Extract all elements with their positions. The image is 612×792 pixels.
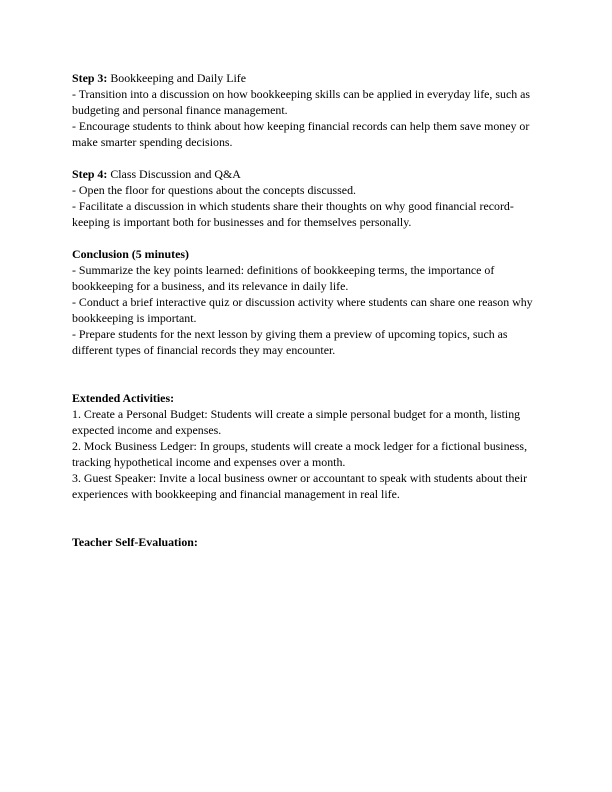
step-4-label: Step 4: [72,167,108,181]
step-3-label: Step 3: [72,71,108,85]
conclusion-section [72,246,542,358]
conclusion-line-3: - Prepare students for the next lesson by giving them a preview of upcoming topics, such as different types of financial records they may encounter. [72,327,508,357]
step-4-section [72,166,542,230]
conclusion-heading: Conclusion (5 minutes) [72,247,189,261]
step-4-heading [72,166,542,182]
extended-activities-section [72,390,542,502]
step-3-section [72,70,542,150]
extended-activities-heading: Extended Activities: [72,391,175,405]
step-4-title: Class Discussion and Q&A [107,167,241,181]
step-3-heading [72,70,542,86]
extended-activity-3: 3. Guest Speaker: Invite a local business owner or accountant to speak with students about their experiences with bookkeeping and financial management in real life. [72,471,528,501]
extended-activity-1: 1. Create a Personal Budget: Students will create a simple personal budget for a month, listing expected income and expenses. [72,407,521,437]
document-page [72,70,542,550]
step-4-line-1: - Open the floor for questions about the concepts discussed. [72,183,356,197]
step-3-line-2: - Encourage students to think about how keeping financial records can help them save money or make smarter spending decisions. [72,119,530,149]
step-4-line-2: - Facilitate a discussion in which students share their thoughts on why good financial record-keeping is important both for businesses and for themselves personally. [72,199,514,229]
self-evaluation-heading: Teacher Self-Evaluation: [72,535,198,549]
step-3-title: Bookkeeping and Daily Life [107,71,247,85]
step-3-line-1: - Transition into a discussion on how bookkeeping skills can be applied in everyday life, such as budgeting and personal finance management. [72,87,531,117]
extended-activity-2: 2. Mock Business Ledger: In groups, students will create a mock ledger for a fictional business, tracking hypothetical income and expenses over a month. [72,439,528,469]
conclusion-line-1: - Summarize the key points learned: definitions of bookkeeping terms, the importance of bookkeeping for a business, and its relevance in daily life. [72,263,495,293]
conclusion-line-2: - Conduct a brief interactive quiz or discussion activity where students can share one reason why bookkeeping is important. [72,295,533,325]
self-evaluation-section [72,534,542,550]
